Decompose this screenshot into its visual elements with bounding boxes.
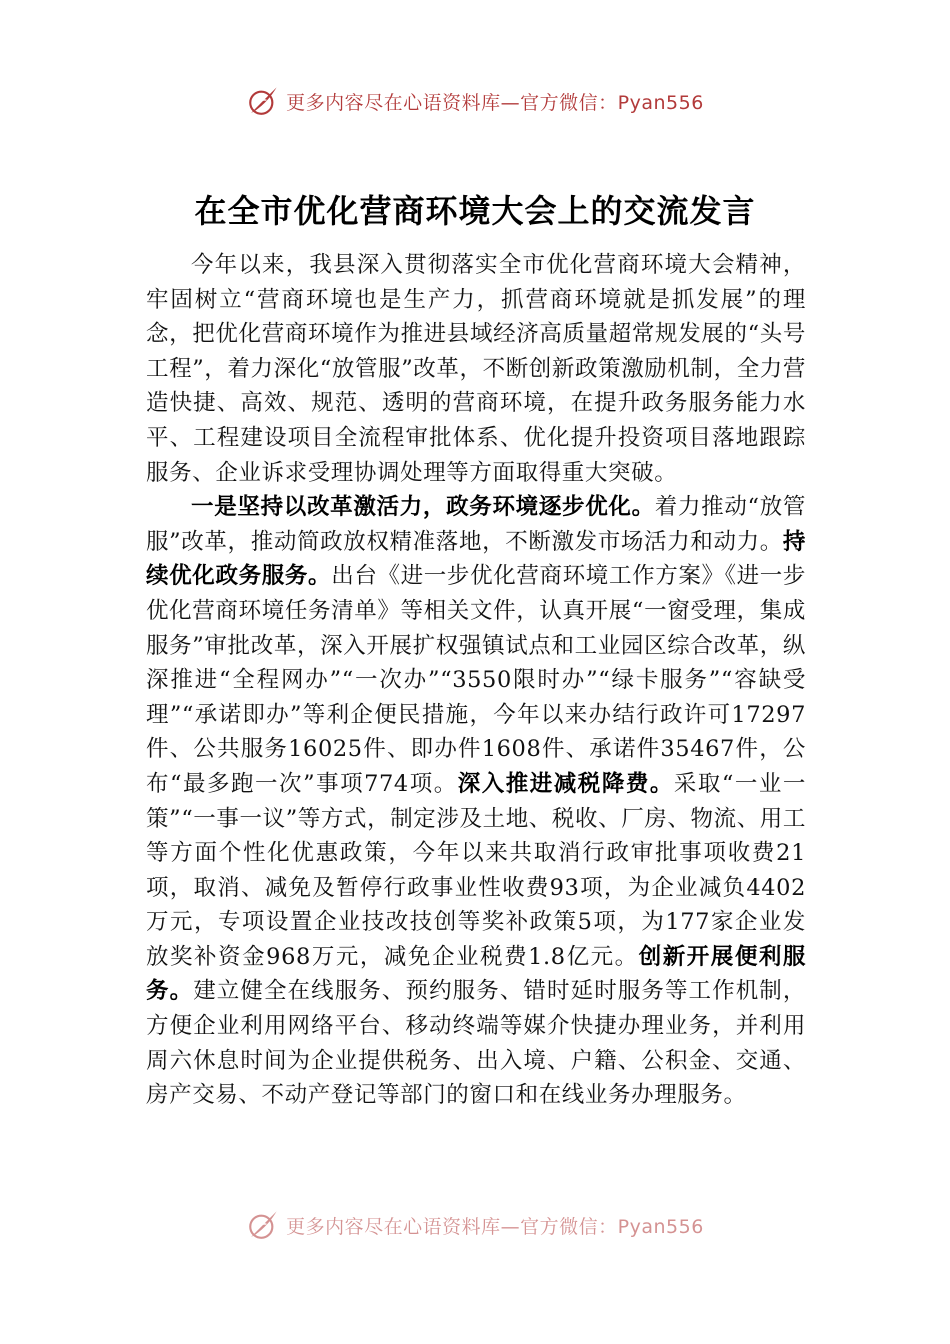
document-title: 在全市优化营商环境大会上的交流发言 (194, 192, 756, 230)
paragraph-text: 建立健全在线服务、预约服务、错时延时服务等工作机制，方便企业利用网络平台、移动终端等媒介快捷办理业务，并利用周六休息时间为企业提供税务、出入境、户籍、公积金、交通、房产交易、不动产登记等部门的窗口和在线业务办理服务。 (146, 978, 806, 1109)
quill-logo-icon (246, 1208, 280, 1242)
paragraph-text: 出台《进一步优化营商环境工作方案》《进一步优化营商环境任务清单》等相关文件，认真开展“一窗受理，集成服务”审批改革，深入开展扩权强镇试点和工业园区综合改革，纵深推进“全程网办”“一次办”“3550限时办”“绿卡服务”“容缺受理”“承诺即办”等利企便民措施，今年以来办结行政许可17297件、公共服务16025件、即办件1608件、承诺件35467件，公布“最多跑一次”事项774项。 (146, 563, 806, 797)
bold-heading-text: 创新开展便利服务。 (146, 943, 807, 1005)
watermark-text: 更多内容尽在心语资料库—官方微信：Pyan556 (286, 1215, 704, 1238)
document-body (146, 248, 806, 1113)
watermark-text: 更多内容尽在心语资料库—官方微信：Pyan556 (286, 91, 704, 114)
watermark-header (0, 84, 950, 118)
paragraph-text: 着力推动“放管服”改革，推动简政放权精准落地，不断激发市场活力和动力。 (146, 494, 806, 555)
bold-heading-text: 深入推进减税降费。 (457, 770, 674, 797)
watermark-footer (0, 1208, 950, 1242)
paragraph (146, 248, 806, 490)
bold-heading-text: 持续优化政务服务。 (146, 528, 806, 590)
quill-logo-icon (246, 84, 280, 118)
paragraph-text: 采取“一业一策”“一事一议”等方式，制定涉及土地、税收、厂房、物流、用工等方面个性化优惠政策，今年以来共取消行政审批事项收费21项，取消、减免及暂停行政事业性收费93项，为企业减负4402万元，专项设置企业技改技创等奖补政策5项，为177家企业发放奖补资金968万元，减免企业税费1.8亿元。 (146, 770, 807, 970)
paragraph (146, 490, 806, 1113)
bold-heading-text: 一是坚持以改革激活力，政务环境逐步优化。 (191, 494, 655, 521)
paragraph-text: 今年以来，我县深入贯彻落实全市优化营商环境大会精神，牢固树立“营商环境也是生产力，抓营商环境就是抓发展”的理念，把优化营商环境作为推进县域经济高质量超常规发展的“头号工程”，着力深化“放管服”改革，不断创新政策激励机制，全力营造快捷、高效、规范、透明的营商环境，在提升政务服务能力水平、工程建设项目全流程审批体系、优化提升投资项目落地跟踪服务、企业诉求受理协调处理等方面取得重大突破。 (146, 252, 807, 486)
